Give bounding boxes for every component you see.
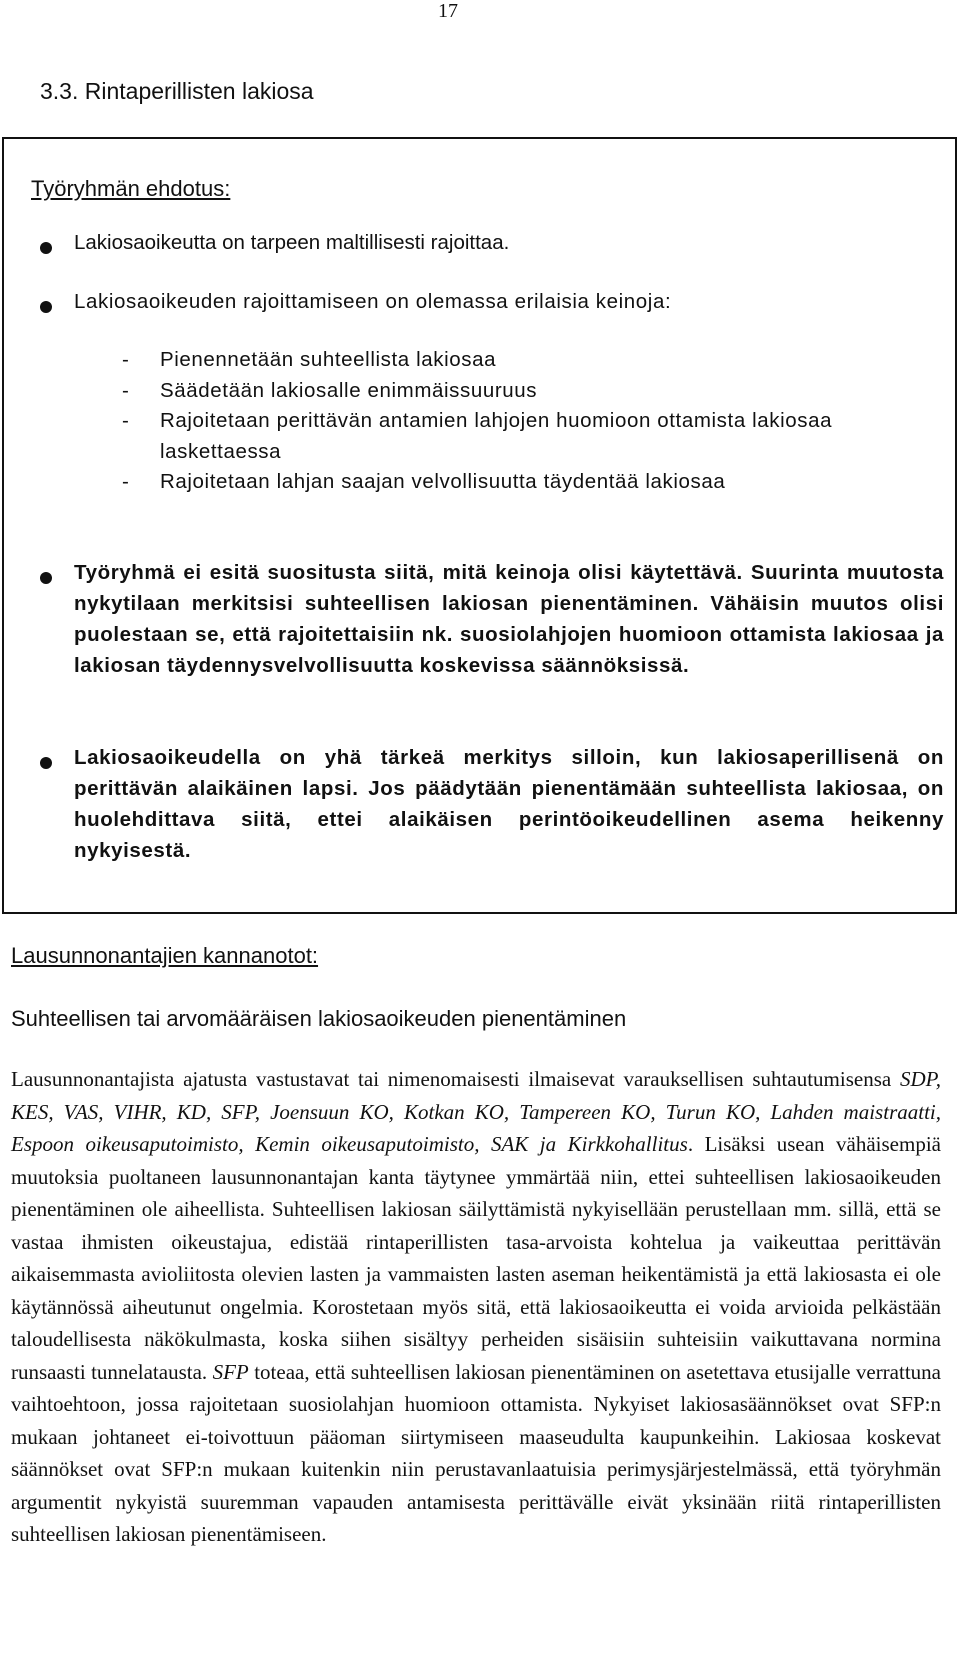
section-heading: 3.3. Rintaperillisten lakiosa	[40, 78, 314, 104]
means-item-text: Rajoitetaan perittävän antamien lahjojen huomioon ottamista lakiosaa laskettaessa	[160, 409, 833, 463]
proposal-bullet-3: Työryhmä ei esitä suositusta siitä, mitä keinoja olisi käytettävä. Suurinta muutosta nykytilaan merkitsisi suhteellisen lakiosan pienentäminen. Vähäisin muutos olisi puolestaan se, että rajoitettaisiin nk. suosiolahjojen huomioon ottamista lakiosaa ja lakiosan täydennysvelvollisuutta koskevissa säännöksissä.	[74, 561, 944, 677]
statements-subheading: Suhteellisen tai arvomääräisen lakiosaoikeuden pienentäminen	[11, 1006, 627, 1031]
dash-marker: -	[122, 348, 130, 371]
means-item	[122, 467, 952, 498]
means-list	[122, 345, 952, 498]
para-italic-sfp: SFP	[212, 1359, 249, 1384]
bullet-dot-icon	[40, 757, 52, 769]
para-text: Lausunnonantajista ajatusta vastustavat tai nimenomaisesti ilmaisevat varauksellisen suhtautumisensa	[11, 1067, 900, 1091]
para-italic-organizations: SDP, KES, VAS, VIHR, KD, SFP, Joensuun KO, Kotkan KO, Tampereen KO, Turun KO, Lahden maistraatti, Espoon oikeusaputoimisto, Kemin oikeusaputoimisto, SAK ja Kirkkohallitus	[11, 1067, 941, 1156]
means-item-text: Pienennetään suhteellista lakiosaa	[160, 348, 497, 371]
proposal-bullet-2: Lakiosaoikeuden rajoittamiseen on olemassa erilaisia keinoja:	[74, 290, 672, 313]
dash-marker: -	[122, 409, 130, 432]
proposal-bullet-1: Lakiosaoikeutta on tarpeen maltillisesti rajoittaa.	[74, 231, 510, 254]
means-item	[122, 376, 952, 407]
dash-marker: -	[122, 470, 130, 493]
means-item-text: Rajoitetaan lahjan saajan velvollisuutta täydentää lakiosaa	[160, 470, 726, 493]
para-text: . Lisäksi usean vähäisempiä muutoksia puoltaneen lausunnonantajan kanta täytynee ymmärtää niin, ettei suhteellisen lakiosaoikeuden pienentäminen ole aiheellista. Suhteellisen lakiosan säilyttämistä nykyisellään perustellaan mm. sillä, että se vastaa ihmisten oikeustajua, edistää rintaperillisten tasa-arvoista kohtelua ja vaikeuttaa perittävän aikaisemmasta avioliitosta olevien lasten ja vammaisten lasten aseman heikentämistä ja että lakiosasta ei ole käytännössä aiheutunut ongelmia. Korostetaan myös sitä, että lakiosaoikeutta ei voida arvioida pelkästään taloudellisesta näkökulmasta, koska siihen sisältyy perheiden sisäisiin suhteisiin vaikuttavana normina runsaasti tunnelatausta.	[11, 1132, 941, 1384]
proposal-box	[2, 137, 957, 914]
proposal-title: Työryhmän ehdotus:	[31, 176, 231, 201]
statements-heading: Lausunnonantajien kannanotot:	[11, 943, 319, 968]
para-text: toteaa, että suhteellisen lakiosan pienentäminen on asetettava etusijalle verrattuna vaihtoehtoon, jossa rajoitetaan suosiolahjan huomioon ottamista. Nykyiset lakiosasäännökset ovat SFP:n mukaan johtaneet ei-toivottuun pääoman siirtymiseen maaseudulta kaupunkeihin. Lakiosaa koskevat säännökset ovat SFP:n mukaan kuitenkin niin perustavanlaatuisia perimysjärjestelmässä, että työryhmän argumentit nykyistä suuremman vapauden antamisesta perittävälle eivät yksinään riitä rintaperillisten suhteellisen lakiosan pienentämiseen.	[11, 1359, 941, 1546]
means-item	[122, 345, 952, 376]
means-item	[122, 406, 952, 467]
bullet-dot-icon	[40, 572, 52, 584]
bullet-dot-icon	[40, 301, 52, 313]
means-item-text: Säädetään lakiosalle enimmäissuuruus	[160, 378, 538, 402]
proposal-bullet-4: Lakiosaoikeudella on yhä tärkeä merkitys silloin, kun lakiosaperillisenä on perittävän alaikäinen lapsi. Jos päädytään pienentämään suhteellista lakiosaa, on huolehdittava siitä, ettei alaikäisen perintöoikeudellinen asema heikenny nykyisestä.	[74, 746, 944, 862]
bullet-dot-icon	[40, 242, 52, 254]
dash-marker: -	[122, 378, 130, 402]
page-number: 17	[438, 0, 458, 22]
statements-paragraph	[11, 1063, 941, 1551]
